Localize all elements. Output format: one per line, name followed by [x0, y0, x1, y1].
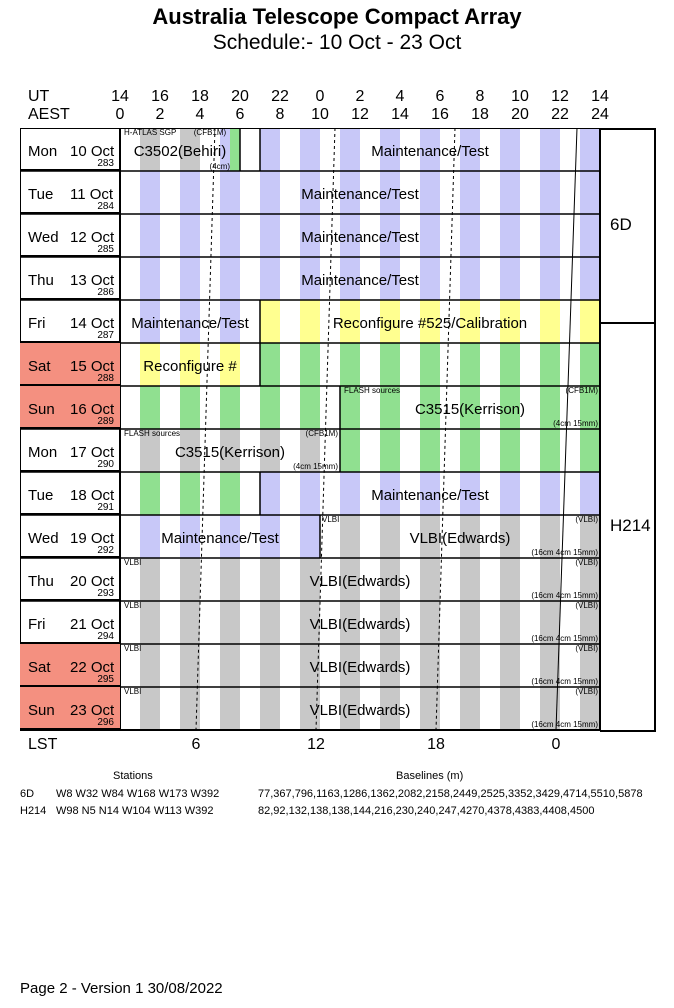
- ut-tick: 10: [511, 88, 529, 105]
- aest-tick: 4: [195, 106, 205, 123]
- page-footer: Page 2 - Version 1 30/08/2022: [20, 980, 223, 997]
- day-name: Mon: [28, 444, 58, 461]
- baselines-header: Baselines (m): [396, 770, 464, 782]
- aest-tick: 18: [471, 106, 489, 123]
- event-vlbi-tag: (VLBI): [575, 558, 598, 567]
- baselines-6d: 77,367,796,1163,1286,1362,2082,2158,2449,2525,3352,3429,4714,5510,5878: [258, 788, 643, 800]
- event-vlbi-tag: VLBI: [124, 687, 142, 696]
- day-name: Thu: [28, 272, 54, 289]
- stations-header: Stations: [113, 770, 153, 782]
- stripe: [420, 429, 440, 472]
- aest-tick: 8: [275, 106, 285, 123]
- ut-tick: 4: [395, 88, 405, 105]
- day-row-label: [20, 601, 120, 644]
- day-date: 16 Oct: [70, 401, 115, 418]
- stripe: [220, 386, 240, 429]
- ut-tick: 6: [435, 88, 445, 105]
- stripe: [300, 343, 320, 386]
- day-name: Tue: [28, 487, 54, 504]
- aest-tick: 22: [551, 106, 569, 123]
- day-row-label: [20, 128, 120, 171]
- event-vlbi-bands: (16cm 4cm 15mm): [531, 677, 598, 686]
- day-number: 292: [97, 545, 114, 556]
- event-c3502-config: (CFB1M): [193, 128, 227, 137]
- footer-table: [0, 770, 674, 830]
- day-date: 23 Oct: [70, 702, 115, 719]
- day-date: 19 Oct: [70, 530, 115, 547]
- ut-tick: 2: [355, 88, 365, 105]
- stripe: [500, 429, 520, 472]
- event-c3515: C3515(Kerrison): [174, 444, 286, 461]
- aest-tick: 12: [351, 106, 369, 123]
- lst-tick: 12: [307, 736, 325, 753]
- day-date: 14 Oct: [70, 315, 115, 332]
- ut-tick: 22: [271, 88, 289, 105]
- stripe: [340, 343, 360, 386]
- event-maintenance: Maintenance/Test: [301, 186, 419, 203]
- aest-tick: 24: [591, 106, 609, 123]
- event-c3502-source: H-ATLAS SGP: [124, 128, 177, 137]
- event-maintenance: Maintenance/Test: [301, 229, 419, 246]
- day-number: 294: [97, 631, 114, 642]
- ut-tick: 8: [475, 88, 485, 105]
- event-vlbi-tag: (VLBI): [575, 687, 598, 696]
- day-date: 13 Oct: [70, 272, 115, 289]
- config-box-h214: [600, 322, 656, 733]
- event-c3515-config: (CFB1M): [565, 386, 598, 395]
- ut-tick: 14: [591, 88, 609, 105]
- event-vlbi-bands: (16cm 4cm 15mm): [531, 548, 598, 557]
- day-row-label: [20, 343, 120, 386]
- day-row-label: [20, 644, 120, 687]
- event-vlbi-bands: (16cm 4cm 15mm): [531, 591, 598, 600]
- event-c3502-bands: (4cm): [209, 162, 230, 171]
- day-name: Wed: [28, 530, 59, 547]
- event-vlbi: VLBI(Edwards): [309, 573, 411, 590]
- baselines-h214: 82,92,132,138,138,144,216,230,240,247,4270,4378,4383,4408,4500: [258, 805, 595, 817]
- event-c3515-config: (CFB1M): [305, 429, 338, 438]
- event-maintenance: Maintenance/Test: [371, 487, 489, 504]
- day-name: Sun: [28, 401, 55, 418]
- day-name: Thu: [28, 573, 54, 590]
- day-row-label: [20, 515, 120, 558]
- stripe: [540, 429, 560, 472]
- config-label: H214: [610, 515, 651, 535]
- stripe: [220, 472, 240, 515]
- aest-tick: 6: [235, 106, 245, 123]
- stripe: [380, 343, 400, 386]
- aest-label: AEST: [28, 106, 70, 123]
- event-c3515: C3515(Kerrison): [414, 401, 526, 418]
- lst-tick: 6: [191, 736, 201, 753]
- day-date: 15 Oct: [70, 358, 115, 375]
- stripe: [580, 343, 600, 386]
- stripe: [540, 343, 560, 386]
- stripe: [300, 386, 320, 429]
- event-vlbi-tag: VLBI: [124, 558, 142, 567]
- stripe: [380, 429, 400, 472]
- aest-tick: 16: [431, 106, 449, 123]
- day-number: 293: [97, 588, 114, 599]
- ut-tick: 0: [315, 88, 325, 105]
- ut-tick: 16: [151, 88, 169, 105]
- stripe: [580, 429, 600, 472]
- aest-tick: 2: [155, 106, 165, 123]
- event-vlbi-tag: (VLBI): [575, 601, 598, 610]
- event-c3502: C3502(Behiri): [133, 143, 227, 160]
- event-reconfigure: Reconfigure #: [143, 358, 237, 375]
- aest-tick: 20: [511, 106, 529, 123]
- day-number: 286: [97, 287, 114, 298]
- ut-tick: 20: [231, 88, 249, 105]
- day-row-label: [20, 429, 120, 472]
- ut-tick: 12: [551, 88, 569, 105]
- event-vlbi-tag: VLBI: [124, 601, 142, 610]
- aest-tick: 0: [115, 106, 125, 123]
- event-vlbi-bands: (16cm 4cm 15mm): [531, 720, 598, 729]
- day-number: 285: [97, 244, 114, 255]
- day-name: Fri: [28, 616, 46, 633]
- day-date: 11 Oct: [70, 186, 114, 203]
- lst-label: LST: [28, 736, 58, 753]
- stripe: [460, 343, 480, 386]
- day-date: 18 Oct: [70, 487, 115, 504]
- day-name: Mon: [28, 143, 58, 160]
- event-vlbi-tag: VLBI: [322, 515, 340, 524]
- event-maintenance: Maintenance/Test: [301, 272, 419, 289]
- stripe: [460, 429, 480, 472]
- ut-tick: 14: [111, 88, 129, 105]
- lst-tick: 18: [427, 736, 445, 753]
- day-number: 289: [97, 416, 114, 427]
- event-vlbi: VLBI(Edwards): [309, 702, 411, 719]
- page-subtitle: Schedule:- 10 Oct - 23 Oct: [212, 31, 462, 54]
- day-date: 10 Oct: [70, 143, 115, 160]
- day-date: 21 Oct: [70, 616, 115, 633]
- day-date: 12 Oct: [70, 229, 115, 246]
- aest-tick: 10: [311, 106, 329, 123]
- day-name: Tue: [28, 186, 54, 203]
- stripe: [340, 429, 360, 472]
- day-name: Sat: [28, 358, 51, 375]
- event-maintenance: Maintenance/Test: [131, 315, 249, 332]
- day-date: 17 Oct: [70, 444, 115, 461]
- day-row-label: [20, 171, 120, 214]
- event-c3515-bands: (4cm 15mm): [293, 462, 338, 471]
- stripe: [260, 343, 280, 386]
- event-vlbi-tag: (VLBI): [575, 515, 598, 524]
- event-vlbi: VLBI(Edwards): [409, 530, 511, 547]
- event-vlbi-tag: (VLBI): [575, 644, 598, 653]
- event-reconfigure: Reconfigure #525/Calibration: [332, 315, 528, 332]
- lst-tick: 0: [551, 736, 561, 753]
- event-c3515-source: FLASH sources: [124, 429, 181, 438]
- day-number: 287: [97, 330, 114, 341]
- day-row-label: [20, 687, 120, 730]
- config-box-6d: [600, 128, 656, 324]
- stations-h214: W98 N5 N14 W104 W113 W392: [56, 805, 214, 817]
- day-name: Sun: [28, 702, 55, 719]
- config-h214: H214: [20, 805, 47, 817]
- event-c3515-bands: (4cm 15mm): [553, 419, 598, 428]
- day-number: 295: [97, 674, 114, 685]
- stripe: [420, 343, 440, 386]
- aest-tick: 14: [391, 106, 409, 123]
- day-number: 290: [97, 459, 114, 470]
- event-vlbi-tag: VLBI: [124, 644, 142, 653]
- config-6d: 6D: [20, 788, 35, 800]
- day-row-label: [20, 214, 120, 257]
- day-number: 284: [97, 201, 114, 212]
- stripe: [140, 386, 160, 429]
- stripe: [260, 386, 280, 429]
- day-row-label: [20, 257, 120, 300]
- day-name: Sat: [28, 659, 51, 676]
- stripe: [180, 386, 200, 429]
- event-vlbi: VLBI(Edwards): [309, 616, 411, 633]
- event-maintenance: Maintenance/Test: [371, 143, 489, 160]
- day-number: 296: [97, 717, 114, 728]
- config-label: 6D: [610, 214, 632, 234]
- day-name: Wed: [28, 229, 59, 246]
- day-row-label: [20, 386, 120, 429]
- event-vlbi-bands: (16cm 4cm 15mm): [531, 634, 598, 643]
- day-number: 283: [97, 158, 114, 169]
- day-row-label: [20, 472, 120, 515]
- page-title: Australia Telescope Compact Array: [152, 4, 522, 29]
- day-number: 288: [97, 373, 114, 384]
- stripe: [180, 472, 200, 515]
- stations-6d: W8 W32 W84 W168 W173 W392: [56, 788, 220, 800]
- day-date: 20 Oct: [70, 573, 115, 590]
- day-number: 291: [97, 502, 114, 513]
- ut-tick: 18: [191, 88, 209, 105]
- day-row-label: [20, 300, 120, 343]
- day-name: Fri: [28, 315, 46, 332]
- event-vlbi: VLBI(Edwards): [309, 659, 411, 676]
- ut-label: UT: [28, 88, 50, 105]
- day-date: 22 Oct: [70, 659, 115, 676]
- event-c3515-source: FLASH sources: [344, 386, 401, 395]
- stripe: [140, 472, 160, 515]
- event-maintenance: Maintenance/Test: [161, 530, 279, 547]
- stripe: [500, 343, 520, 386]
- day-row-label: [20, 558, 120, 601]
